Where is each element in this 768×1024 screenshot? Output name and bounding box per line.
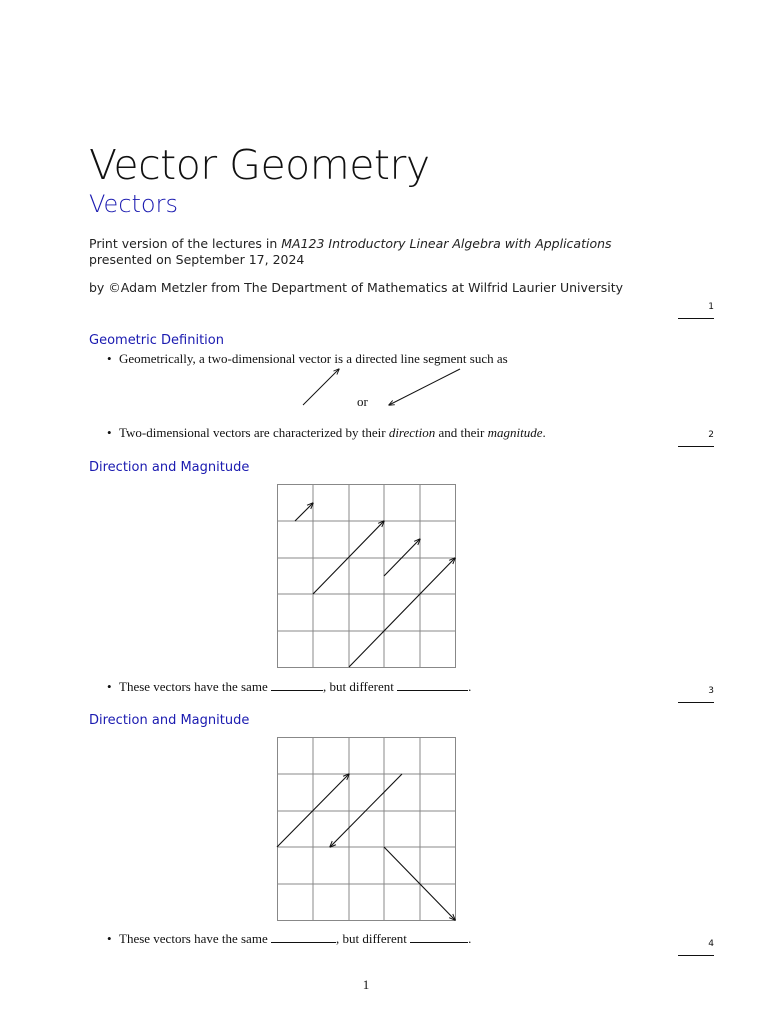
fill-in-blank <box>271 930 336 943</box>
slide-number-3: 3 <box>678 686 714 703</box>
bullet-text: . <box>468 931 472 946</box>
section-heading-geometric-definition: Geometric Definition <box>89 333 224 348</box>
slide-number-1: 1 <box>678 302 714 319</box>
fill-in-blank <box>410 930 468 943</box>
bullet-mark: • <box>107 425 112 440</box>
bullet-text: , but different <box>322 679 398 694</box>
bullet-mark: • <box>107 931 112 946</box>
bullet-text: These vectors have the same <box>119 679 271 694</box>
bullet-mark: • <box>107 679 112 694</box>
author-byline: by ©Adam Metzler from The Department of Mathematics at Wilfrid Laurier University <box>89 280 624 295</box>
presented-date: presented on September 17, 2024 <box>89 252 305 267</box>
document-subtitle: Vectors <box>89 190 178 218</box>
bullet-text: . <box>468 679 472 694</box>
page-number: 1 <box>362 977 370 992</box>
course-name: MA123 Introductory Linear Algebra with Applications <box>281 236 612 251</box>
bullet-same-magnitude <box>107 930 471 947</box>
slide-number-4: 4 <box>678 939 714 956</box>
or-label: or <box>357 394 368 409</box>
bullet-text: Two-dimensional vectors are characterized by their <box>119 425 389 440</box>
bullet-text: . <box>542 425 546 440</box>
bullet-mark: • <box>107 351 112 366</box>
section-heading-direction-magnitude: Direction and Magnitude <box>89 713 250 728</box>
course-prefix: Print version of the lectures in <box>89 236 282 251</box>
document-title: Vector Geometry <box>89 141 430 189</box>
section-heading-direction-magnitude: Direction and Magnitude <box>89 460 250 475</box>
bullet-definition-text: Geometrically, a two-dimensional vector is a directed line segment such as <box>119 351 508 366</box>
bullet-text: These vectors have the same <box>119 931 271 946</box>
emphasis-direction: direction <box>388 425 436 440</box>
bullet-text: , but different <box>335 931 411 946</box>
bullet-text: and their <box>435 425 488 440</box>
emphasis-magnitude: magnitude <box>487 425 543 440</box>
slide-number-2: 2 <box>678 430 714 447</box>
